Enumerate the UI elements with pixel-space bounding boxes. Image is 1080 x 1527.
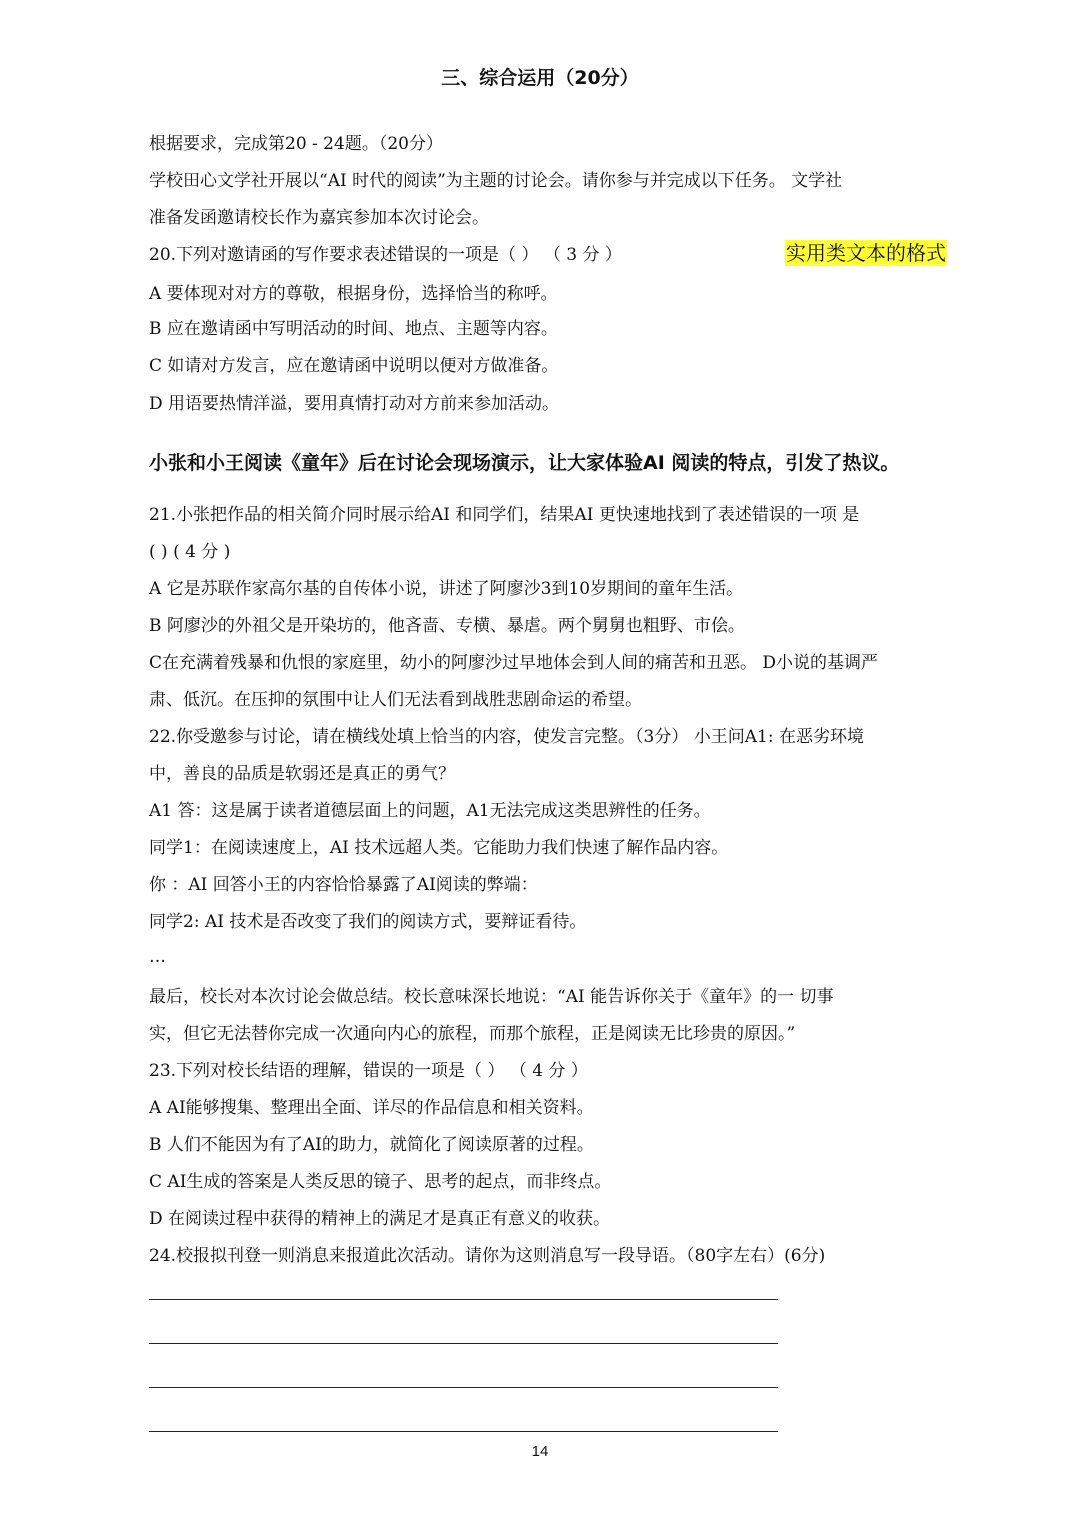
answer-line[interactable] (149, 1343, 778, 1344)
question-22-text: 同学2: AI 技术是否改变了我们的阅读方式，要辩证看待。 (149, 912, 587, 932)
question-24-stem: 24.校报拟刊登一则消息来报道此次活动。请你为这则消息写一段导语。（80字左右）(6分) (149, 1246, 826, 1266)
question-22-text: A1 答：这是属于读者道德层面上的问题，A1无法完成这类思辨性的任务。 (149, 801, 711, 821)
q21-option-b: B 阿廖沙的外祖父是开染坊的，他吝啬、专横、暴虐。两个舅舅也粗野、市侩。 (149, 616, 745, 636)
highlight-annotation: 实用类文本的格式 (786, 241, 946, 265)
intro-text: 根据要求，完成第20 - 24题。（20分） (149, 134, 443, 154)
q23-option-a: A AI能够搜集、整理出全面、详尽的作品信息和相关资料。 (149, 1098, 594, 1118)
q23-option-b: B 人们不能因为有了AI的助力，就简化了阅读原著的过程。 (149, 1135, 594, 1155)
question-22-text: 中，善良的品质是软弱还是真正的勇气？ (149, 764, 455, 784)
question-20-stem: 20.下列对邀请函的写作要求表述错误的一项是（ ） （ 3 分 ） (149, 245, 622, 265)
answer-line[interactable] (149, 1299, 778, 1300)
q21-option-cd: C在充满着残暴和仇恨的家庭里，幼小的阿廖沙过早地体会到人间的痛苦和丑恶。 D小说的基调严 (149, 653, 879, 673)
question-21-stem: ( ) ( 4 分 ) (149, 542, 231, 562)
context-line: 学校田心文学社开展以“AI 时代的阅读”为主题的讨论会。请你参与并完成以下任务。 文学社 (149, 171, 843, 191)
q20-option-a: A 要体现对对方的尊敬，根据身份，选择恰当的称呼。 (149, 284, 558, 304)
q23-option-d: D 在阅读过程中获得的精神上的满足才是真正有意义的收获。 (149, 1209, 611, 1229)
q23-option-c: C AI生成的答案是人类反思的镜子、思考的起点，而非终点。 (149, 1172, 612, 1192)
context-line: 准备发函邀请校长作为嘉宾参加本次讨论会。 (149, 208, 489, 228)
ellipsis: … (149, 947, 166, 967)
answer-line[interactable] (149, 1431, 778, 1432)
question-21-stem: 21.小张把作品的相关简介同时展示给AI 和同学们，结果AI 更快速地找到了表述错误的一项 是 (149, 505, 860, 525)
q20-option-d: D 用语要热情洋溢，要用真情打动对方前来参加活动。 (149, 394, 560, 414)
answer-line[interactable] (149, 1387, 778, 1388)
question-22-stem: 22.你受邀参与讨论，请在横线处填上恰当的内容，使发言完整。（3分） 小王问A1: 在恶劣环境 (149, 727, 864, 747)
q20-option-b: B 应在邀请函中写明活动的时间、地点、主题等内容。 (149, 319, 558, 339)
question-23-stem: 23.下列对校长结语的理解，错误的一项是（ ） （ 4 分 ） (149, 1061, 588, 1081)
question-22-text: 同学1：在阅读速度上，AI 技术远超人类。它能助力我们快速了解作品内容。 (149, 838, 729, 858)
q21-option-a: A 它是苏联作家高尔基的自传体小说，讲述了阿廖沙3到10岁期间的童年生活。 (149, 579, 744, 599)
question-22-text: 实，但它无法替你完成一次通向内心的旅程，而那个旅程，正是阅读无比珍贵的原因。” (149, 1024, 796, 1044)
page-number: 14 (531, 1443, 549, 1460)
question-22-text: 最后，校长对本次讨论会做总结。校长意味深长地说：“AI 能告诉你关于《童年》的一 切事 (149, 987, 834, 1007)
bold-context: 小张和小王阅读《童年》后在讨论会现场演示，让大家体验AI 阅读的特点，引发了热议。 (149, 452, 900, 474)
question-22-text: 你 ：AI 回答小王的内容恰恰暴露了AI阅读的弊端： (149, 875, 538, 895)
q20-option-c: C 如请对方发言，应在邀请函中说明以便对方做准备。 (149, 356, 559, 376)
q21-option-d-cont: 肃、低沉。在压抑的氛围中让人们无法看到战胜悲剧命运的希望。 (149, 690, 642, 710)
section-title: 三、综合运用（20分） (441, 67, 639, 89)
